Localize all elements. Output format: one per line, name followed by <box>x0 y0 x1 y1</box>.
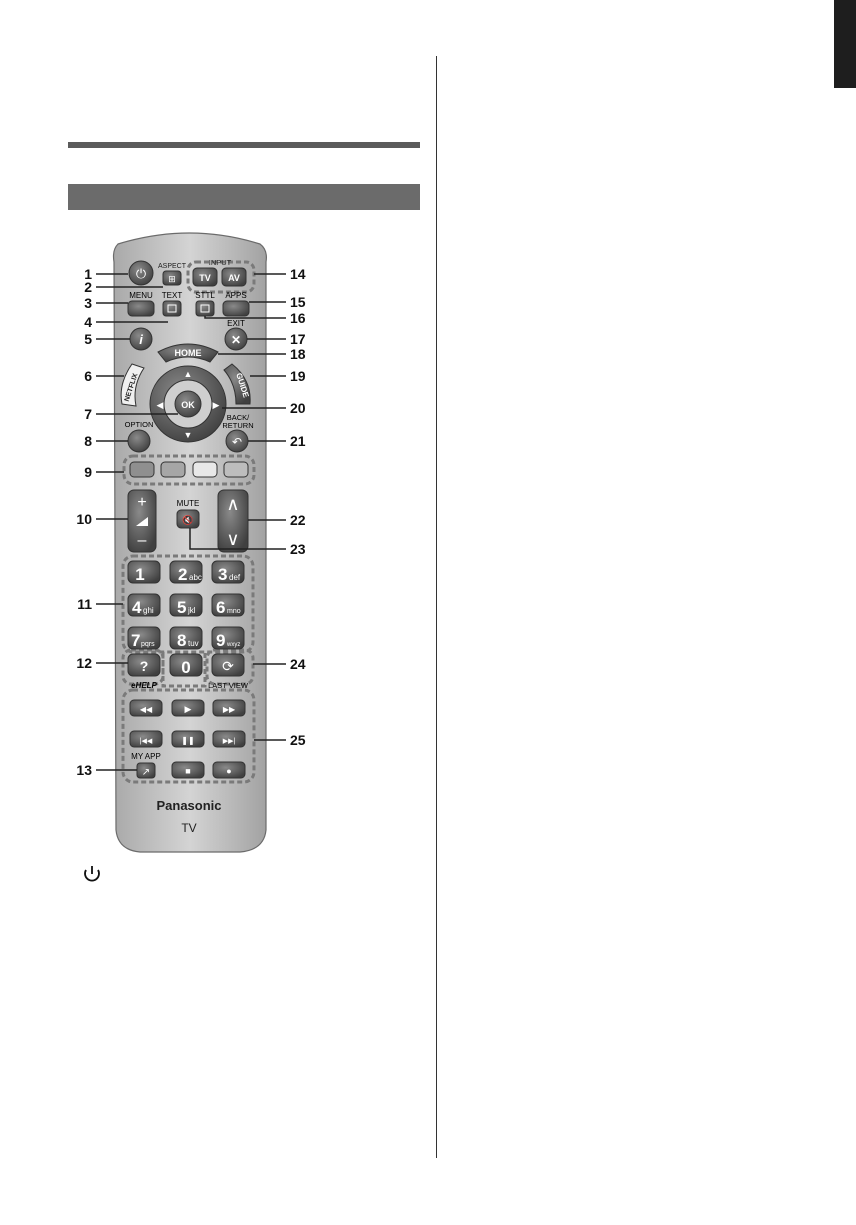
callout-7: 7 <box>84 406 92 422</box>
dpad-right: ▶ <box>212 400 220 410</box>
exit-symbol: ✕ <box>230 333 242 347</box>
channel-down: ∨ <box>226 529 240 549</box>
callout-21: 21 <box>290 433 306 449</box>
info-symbol: i <box>139 332 143 347</box>
callout-6: 6 <box>84 368 92 384</box>
callout-23: 23 <box>290 541 306 557</box>
callout-3: 3 <box>84 295 92 311</box>
mute-label: MUTE <box>176 499 200 508</box>
key-8-letters: tuv <box>188 639 199 648</box>
back-symbol: ↶ <box>231 435 243 449</box>
last-view-label: LAST VIEW <box>208 681 248 690</box>
callout-10: 10 <box>76 511 92 527</box>
dpad-left: ◀ <box>156 400 164 410</box>
callout-18: 18 <box>290 346 306 362</box>
callout-19: 19 <box>290 368 306 384</box>
red-key[interactable] <box>130 462 154 477</box>
next-symbol: ▶▶| <box>222 738 236 745</box>
back-label-2: RETURN <box>222 421 254 430</box>
key-7-digit: 7 <box>131 631 141 650</box>
callout-4: 4 <box>84 314 92 330</box>
volume-plus: + <box>137 494 147 511</box>
aspect-label: ASPECT <box>157 263 187 270</box>
pause-symbol: ❚❚ <box>181 736 195 745</box>
blue-key[interactable] <box>224 462 248 477</box>
key-6-digit: 6 <box>216 598 226 617</box>
dpad-up: ▲ <box>183 369 193 379</box>
callout-25: 25 <box>290 732 306 748</box>
help-symbol: ? <box>139 658 149 674</box>
my-app-label: MY APP <box>131 752 161 761</box>
volume-minus: – <box>137 532 147 549</box>
callout-13: 13 <box>76 762 92 778</box>
callout-2: 2 <box>84 279 92 295</box>
left-callouts <box>76 266 92 778</box>
key-2-digit: 2 <box>178 565 188 584</box>
option-button[interactable] <box>128 430 150 452</box>
sttl-button[interactable] <box>196 301 214 316</box>
menu-button[interactable] <box>128 301 154 316</box>
key-5-digit: 5 <box>177 598 187 617</box>
callout-9: 9 <box>84 464 92 480</box>
key-8-digit: 8 <box>177 631 187 650</box>
callout-20: 20 <box>290 400 306 416</box>
play-symbol: ▶ <box>184 704 192 714</box>
callout-22: 22 <box>290 512 306 528</box>
key-6-letters: mno <box>227 608 241 615</box>
brand-logo: Panasonic <box>156 798 222 813</box>
key-2-letters: abc <box>189 573 202 582</box>
callout-14: 14 <box>290 266 306 282</box>
yellow-key[interactable] <box>193 462 217 477</box>
exit-label: EXIT <box>227 319 245 328</box>
input-tv-label: TV <box>199 273 211 283</box>
text-button[interactable] <box>163 301 181 316</box>
menu-label: MENU <box>129 291 153 300</box>
channel-up: ∧ <box>226 494 240 514</box>
sttl-label: STTL <box>195 291 215 300</box>
last-view-symbol: ⟳ <box>222 658 234 674</box>
help-label: eHELP <box>131 681 157 690</box>
right-callouts <box>290 266 306 748</box>
key-4-digit: 4 <box>132 598 142 617</box>
my-app-symbol: ↗ <box>141 767 151 778</box>
power-symbol: ⏻ <box>135 266 147 281</box>
callout-5: 5 <box>84 331 92 347</box>
key-5-letters: jkl <box>188 606 196 615</box>
callout-1: 1 <box>84 266 92 282</box>
option-label: OPTION <box>124 420 154 429</box>
key-0-digit: 0 <box>181 658 191 677</box>
ok-label: OK <box>181 400 195 410</box>
callout-8: 8 <box>84 433 92 449</box>
text-label: TEXT <box>161 291 183 300</box>
callout-17: 17 <box>290 331 306 347</box>
rewind-symbol: ◀◀ <box>139 705 153 714</box>
stop-symbol: ■ <box>185 766 191 776</box>
number-pad <box>128 561 244 650</box>
callout-12: 12 <box>76 655 92 671</box>
record-symbol: ● <box>226 766 232 776</box>
apps-label: APPS <box>225 291 247 300</box>
input-av-label: AV <box>228 273 240 283</box>
callout-15: 15 <box>290 294 306 310</box>
input-label: INPUT <box>208 258 232 267</box>
key-3-letters: def <box>229 573 241 582</box>
back-label-1: BACK/ <box>226 413 250 422</box>
aspect-icon: ⊞ <box>168 274 176 284</box>
apps-button[interactable] <box>223 301 249 316</box>
callout-11: 11 <box>77 596 92 612</box>
key-3-digit: 3 <box>218 565 228 584</box>
tv-label: TV <box>181 821 197 835</box>
ffwd-symbol: ▶▶ <box>222 705 236 714</box>
footnote-power-icon <box>85 866 99 881</box>
green-key[interactable] <box>161 462 185 477</box>
key-4-letters: ghi <box>143 606 154 615</box>
callout-24: 24 <box>290 656 306 672</box>
guide-label: GUIDE <box>234 371 251 399</box>
dpad-down: ▼ <box>183 430 193 440</box>
callout-16: 16 <box>290 310 306 326</box>
key-9-digit: 9 <box>216 631 226 650</box>
netflix-label: NETFLIX <box>123 372 140 403</box>
key-9-letters: wxyz <box>227 642 241 648</box>
mute-symbol: 🔇 <box>182 515 194 525</box>
home-label: HOME <box>174 348 202 358</box>
key-7-letters: pqrs <box>141 641 155 648</box>
key-1-digit: 1 <box>135 565 145 584</box>
prev-symbol: |◀◀ <box>139 738 153 745</box>
